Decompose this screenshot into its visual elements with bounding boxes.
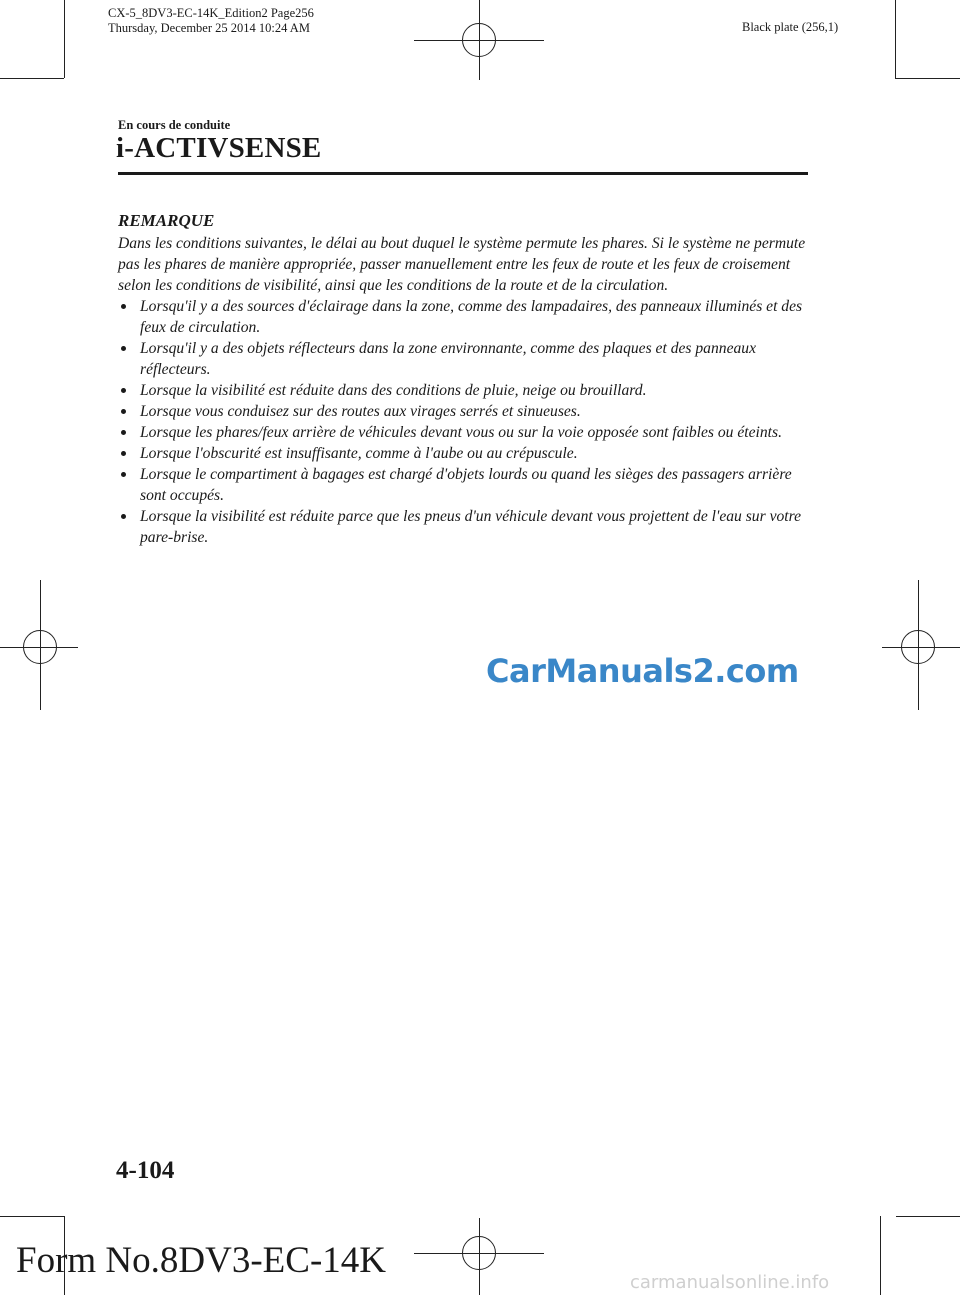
form-number: Form No.8DV3-EC-14K — [16, 1240, 386, 1281]
chapter-title: i-ACTIVSENSE — [116, 132, 322, 164]
watermark-logo: CarManuals2.com — [486, 652, 799, 690]
bullet-text: Lorsque la visibilité est réduite parce que les pneus d'un véhicule devant vous projettent de l'eau sur votre pare-brise. — [140, 508, 802, 546]
bullet-dot-icon — [121, 430, 126, 435]
bullet-text: Lorsque l'obscurité est insuffisante, comme à l'aube ou au crépuscule. — [140, 445, 578, 462]
bullet-dot-icon — [121, 409, 126, 414]
list-item — [118, 422, 818, 443]
bullet-dot-icon — [121, 514, 126, 519]
print-file-name: CX-5_8DV3-EC-14K_Edition2 Page256 — [108, 6, 314, 20]
plate-label: Black plate (256,1) — [742, 20, 839, 34]
list-item — [118, 296, 818, 338]
bullet-dot-icon — [121, 451, 126, 456]
bullet-dot-icon — [121, 346, 126, 351]
note-intro: Dans les conditions suivantes, le délai au bout duquel le système permute les phares. Si le système ne permute pas les phares de manière appropriée, passer manuellement entre les feux de route et les feux de croisement selon les conditions de visibilité, ainsi que les conditions de la route et de la circulation. — [118, 235, 806, 294]
bullet-text: Lorsque vous conduisez sur des routes aux virages serrés et sinueuses. — [140, 403, 581, 420]
list-item — [118, 338, 818, 380]
bullet-text: Lorsque la visibilité est réduite dans des conditions de pluie, neige ou brouillard. — [140, 382, 647, 399]
print-info — [108, 6, 314, 36]
footer-watermark: carmanualsonline.info — [630, 1272, 830, 1293]
page-number: 4-104 — [116, 1157, 175, 1184]
section-label: En cours de conduite — [118, 118, 231, 132]
bullet-text: Lorsqu'il y a des sources d'éclairage dans la zone, comme des lampadaires, des panneaux illuminés et des feux de circulation. — [140, 298, 803, 336]
print-timestamp: Thursday, December 25 2014 10:24 AM — [108, 21, 310, 35]
list-item — [118, 380, 818, 401]
title-rule — [118, 172, 808, 175]
list-item — [118, 443, 818, 464]
bullet-dot-icon — [121, 472, 126, 477]
bullet-text: Lorsqu'il y a des objets réflecteurs dans la zone environnante, comme des plaques et des panneaux réflecteurs. — [140, 340, 757, 378]
list-item — [118, 464, 818, 506]
note-block — [118, 210, 818, 548]
note-bullet-list — [118, 296, 818, 548]
list-item — [118, 401, 818, 422]
list-item — [118, 506, 818, 548]
note-heading: REMARQUE — [118, 211, 215, 230]
bullet-dot-icon — [121, 304, 126, 309]
bullet-dot-icon — [121, 388, 126, 393]
bullet-text: Lorsque le compartiment à bagages est chargé d'objets lourds ou quand les sièges des passagers arrière sont occupés. — [140, 466, 792, 504]
bullet-text: Lorsque les phares/feux arrière de véhicules devant vous ou sur la voie opposée sont faibles ou éteints. — [140, 424, 782, 441]
